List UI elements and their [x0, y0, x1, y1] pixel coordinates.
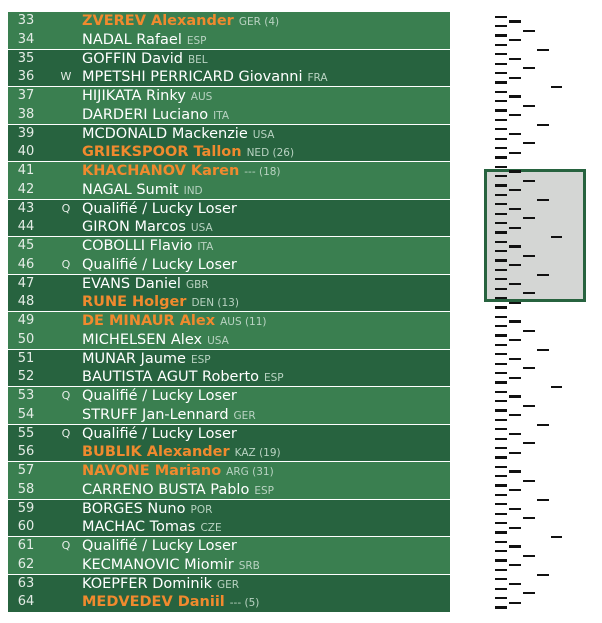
bracket-line [509, 152, 521, 154]
bracket-line [495, 269, 507, 271]
player-name: RUNE Holger [82, 294, 187, 311]
draw-position: 33 [17, 13, 35, 28]
player-row[interactable] [8, 218, 450, 237]
player-nation-seed: GER [233, 409, 256, 422]
draw-position: 38 [17, 106, 35, 122]
bracket-line [537, 424, 549, 426]
player-name-cell [82, 200, 242, 220]
bracket-line [495, 578, 507, 580]
bracket-line [495, 391, 507, 393]
bracket-line [523, 217, 535, 219]
player-name-cell [82, 537, 242, 557]
player-row[interactable] [8, 518, 450, 537]
player-name: Qualifié / Lucky Loser [82, 388, 237, 404]
player-nation-seed: AUS [190, 91, 213, 103]
entry-marker: Q [61, 426, 71, 440]
bracket-line [509, 114, 521, 116]
player-nation-seed: DEN (13) [191, 297, 239, 310]
bracket-line [495, 428, 507, 430]
player-name-cell [82, 125, 275, 145]
bracket-line [495, 588, 507, 590]
player-name-cell [82, 500, 212, 520]
player-row[interactable] [8, 275, 450, 294]
draw-position: 44 [17, 219, 35, 235]
player-name-cell [82, 12, 279, 32]
player-nation-seed: ESP [186, 34, 207, 47]
draw-position: 55 [17, 425, 35, 441]
bracket-line [495, 231, 507, 233]
bracket-line [495, 72, 507, 74]
player-row[interactable] [8, 537, 450, 556]
bracket-line [509, 414, 521, 416]
player-name: ZVEREV Alexander [82, 13, 234, 29]
player-name: MUNAR Jaume [82, 350, 186, 367]
bracket-line [509, 339, 521, 341]
bracket-line [509, 77, 521, 79]
bracket-line [537, 499, 549, 501]
player-name: EVANS Daniel [82, 275, 181, 292]
bracket-line [509, 58, 521, 60]
bracket-line [495, 166, 507, 168]
player-name-cell [82, 237, 213, 257]
player-name: BORGES Nuno [82, 500, 186, 517]
player-nation-seed: SRB [238, 559, 260, 572]
draw-position: 58 [17, 481, 35, 497]
player-nation-seed: ITA [197, 241, 214, 253]
draw-position: 57 [17, 463, 35, 478]
bracket-line [495, 456, 507, 458]
player-row[interactable] [8, 425, 450, 444]
player-name-cell [82, 462, 274, 482]
player-name: CARRENO BUSTA Pablo [82, 481, 250, 498]
player-name: KECMANOVIC Miomir [82, 556, 234, 573]
bracket-line [509, 302, 521, 304]
bracket-line [495, 475, 507, 477]
draw-position: 52 [17, 369, 35, 385]
draw-position: 37 [17, 88, 35, 103]
bracket-line [495, 44, 507, 46]
bracket-line [523, 480, 535, 482]
bracket-line [495, 325, 507, 327]
draw-position: 46 [17, 256, 35, 272]
bracket-line [495, 559, 507, 561]
bracket-line [523, 442, 535, 444]
player-row[interactable] [8, 12, 450, 31]
player-name: STRUFF Jan-Lennard [82, 406, 229, 423]
bracket-line [523, 592, 535, 594]
player-nation-seed: KAZ (19) [234, 447, 281, 460]
bracket-line [495, 259, 507, 261]
bracket-line [495, 81, 507, 83]
player-name: NADAL Rafael [82, 31, 182, 48]
bracket-line [523, 405, 535, 407]
player-row[interactable] [8, 237, 450, 256]
draw-position: 56 [17, 444, 35, 460]
player-name: Qualifié / Lucky Loser [82, 200, 237, 217]
player-nation-seed: AUS (11) [220, 316, 267, 328]
bracket-line [495, 213, 507, 215]
player-name: Qualifié / Lucky Loser [82, 256, 237, 273]
player-row[interactable] [8, 387, 450, 406]
player-name-cell [82, 275, 209, 295]
player-name-cell [82, 50, 208, 70]
bracket-line [537, 574, 549, 576]
draw-position: 45 [17, 238, 35, 253]
bracket-line [495, 550, 507, 552]
bracket-line [495, 522, 507, 524]
player-nation-seed: ITA [213, 109, 230, 122]
player-row[interactable] [8, 143, 450, 162]
bracket-line [495, 109, 507, 111]
bracket-line [509, 452, 521, 454]
player-name: MCDONALD Mackenzie [82, 125, 248, 142]
bracket-line [523, 330, 535, 332]
bracket-line [523, 555, 535, 557]
player-name: DARDERI Luciano [82, 106, 209, 123]
bracket-line [495, 447, 507, 449]
player-name: BUBLIK Alexander [82, 444, 230, 461]
bracket-line [495, 194, 507, 196]
draw-position: 62 [17, 556, 35, 572]
bracket-line [509, 470, 521, 472]
player-nation-seed: ARG (31) [226, 466, 274, 478]
bracket-line [495, 569, 507, 571]
player-name-cell [82, 387, 242, 407]
bracket-line [537, 124, 549, 126]
player-row[interactable] [8, 368, 450, 387]
player-row[interactable] [8, 443, 450, 462]
player-name: HIJIKATA Rinky [82, 88, 186, 104]
entry-marker: Q [61, 201, 71, 215]
player-row[interactable] [8, 331, 450, 350]
player-row[interactable] [8, 556, 450, 575]
player-name: COBOLLI Flavio [82, 238, 193, 254]
draw-table [8, 12, 450, 612]
bracket-line [509, 133, 521, 135]
player-row[interactable] [8, 256, 450, 275]
bracket-line [495, 63, 507, 65]
player-name: NAGAL Sumit [82, 181, 179, 198]
bracket-line [509, 95, 521, 97]
bracket-line [495, 531, 507, 533]
bracket-line [495, 503, 507, 505]
bracket-line [495, 494, 507, 496]
player-row[interactable] [8, 125, 450, 144]
player-name-cell [82, 350, 211, 370]
bracket-line [551, 86, 562, 88]
bracket-line [523, 30, 535, 32]
bracket-line [509, 395, 521, 397]
player-row[interactable] [8, 350, 450, 369]
player-nation-seed: ESP [254, 484, 274, 497]
player-row[interactable] [8, 200, 450, 219]
player-name-cell [82, 87, 212, 107]
bracket-line [551, 386, 562, 388]
bracket-line [495, 541, 507, 543]
bracket-line [495, 334, 507, 336]
bracket-line [495, 25, 507, 27]
player-name: MICHELSEN Alex [82, 331, 203, 348]
draw-position: 40 [17, 144, 35, 160]
draw-position: 61 [17, 538, 35, 553]
bracket-line [509, 208, 521, 210]
draw-position: 64 [17, 594, 35, 610]
bracket-line [495, 306, 507, 308]
player-nation-seed: GBR [185, 278, 209, 291]
player-row[interactable] [8, 31, 450, 50]
bracket-line [495, 119, 507, 121]
bracket-line [509, 227, 521, 229]
bracket-line [551, 236, 562, 238]
bracket-line [509, 545, 521, 547]
player-row[interactable] [8, 575, 450, 594]
bracket-line [509, 527, 521, 529]
bracket-line [509, 489, 521, 491]
player-row[interactable] [8, 181, 450, 200]
bracket-line [495, 597, 507, 599]
bracket-line [509, 433, 521, 435]
player-nation-seed: NED (26) [246, 147, 295, 160]
draw-position: 49 [17, 313, 35, 328]
draw-position: 48 [17, 294, 35, 310]
player-name: GRIEKSPOOR Tallon [82, 144, 242, 161]
bracket-line [495, 147, 507, 149]
player-nation-seed: IND [183, 184, 203, 197]
bracket-line [495, 363, 507, 365]
player-nation-seed: ESP [190, 353, 211, 366]
draw-position: 35 [17, 50, 35, 66]
bracket-line [523, 180, 535, 182]
bracket-line [537, 349, 549, 351]
bracket-line [495, 241, 507, 243]
bracket-line [509, 245, 521, 247]
bracket-line [495, 606, 507, 608]
bracket-line [495, 91, 507, 93]
bracket-line [509, 283, 521, 285]
draw-position: 36 [17, 69, 35, 85]
bracket-line [523, 142, 535, 144]
draw-position: 34 [17, 31, 35, 47]
bracket-line [495, 372, 507, 374]
player-name: GIRON Marcos [82, 219, 186, 236]
bracket-line [495, 53, 507, 55]
player-name: KOEPFER Dominik [82, 575, 213, 592]
player-row[interactable] [8, 312, 450, 331]
bracket-line [495, 34, 507, 36]
player-nation-seed: USA [207, 334, 229, 347]
player-row[interactable] [8, 106, 450, 125]
bracket-line [495, 381, 507, 383]
player-row[interactable] [8, 500, 450, 519]
player-name: Qualifié / Lucky Loser [82, 538, 237, 554]
bracket-line [495, 16, 507, 18]
player-nation-seed: USA [190, 222, 213, 235]
bracket-line [495, 175, 507, 177]
bracket-line [523, 367, 535, 369]
bracket-line [509, 320, 521, 322]
bracket-line [523, 105, 535, 107]
bracket-line [495, 466, 507, 468]
bracket-line [495, 128, 507, 130]
bracket-line [495, 100, 507, 102]
bracket-line [509, 358, 521, 360]
bracket-line [523, 292, 535, 294]
draw-position: 47 [17, 275, 35, 291]
player-nation-seed: BEL [187, 53, 208, 66]
draw-position: 54 [17, 406, 35, 422]
bracket-line [495, 353, 507, 355]
entry-marker: Q [61, 539, 71, 552]
player-name: BAUTISTA AGUT Roberto [82, 369, 259, 386]
bracket-line [551, 536, 562, 538]
bracket-line [495, 138, 507, 140]
draw-position: 42 [17, 181, 35, 197]
player-name-cell [82, 312, 267, 332]
bracket-highlight-box [484, 169, 586, 302]
player-nation-seed: GER [217, 578, 240, 591]
bracket-line [495, 297, 507, 299]
player-row[interactable] [8, 87, 450, 106]
player-nation-seed: ESP [264, 372, 284, 385]
player-row[interactable] [8, 68, 450, 87]
bracket-line [509, 170, 521, 172]
entry-marker: Q [61, 389, 71, 402]
player-name: GOFFIN David [82, 50, 183, 67]
bracket-line [523, 517, 535, 519]
bracket-line [509, 377, 521, 379]
player-name: MPETSHI PERRICARD Giovanni [82, 69, 303, 86]
bracket-line [509, 20, 521, 22]
draw-position: 43 [17, 200, 35, 216]
entry-marker: W [60, 70, 72, 84]
player-nation-seed: FRA [307, 72, 328, 85]
bracket-line [495, 203, 507, 205]
bracket-line [495, 156, 507, 158]
player-row[interactable] [8, 50, 450, 69]
player-name: MACHAC Tomas [82, 519, 196, 536]
bracket-line [495, 438, 507, 440]
bracket-line [495, 484, 507, 486]
bracket-line [495, 409, 507, 411]
bracket-line [509, 583, 521, 585]
bracket-line [509, 602, 521, 604]
bracket-line [537, 274, 549, 276]
bracket-line [495, 288, 507, 290]
player-nation-seed: POR [190, 503, 213, 516]
player-row[interactable] [8, 406, 450, 425]
player-nation-seed: --- (5) [229, 597, 260, 610]
player-name: NAVONE Mariano [82, 463, 222, 479]
player-name-cell [82, 162, 281, 182]
bracket-line [495, 250, 507, 252]
bracket-line [537, 49, 549, 51]
draw-position: 41 [17, 163, 35, 178]
draw-position: 59 [17, 500, 35, 516]
bracket-line [495, 184, 507, 186]
player-row[interactable] [8, 462, 450, 481]
bracket-line [509, 264, 521, 266]
bracket-line [495, 419, 507, 421]
bracket-line [495, 513, 507, 515]
entry-marker: Q [61, 257, 71, 271]
bracket-line [495, 400, 507, 402]
bracket-line [495, 278, 507, 280]
player-nation-seed: CZE [200, 522, 222, 535]
player-nation-seed: GER (4) [238, 16, 280, 28]
player-row[interactable] [8, 481, 450, 500]
bracket-line [509, 508, 521, 510]
bracket-line [495, 344, 507, 346]
player-name: Qualifié / Lucky Loser [82, 425, 237, 442]
draw-position: 51 [17, 350, 35, 366]
draw-position: 60 [17, 519, 35, 535]
bracket-line [509, 189, 521, 191]
bracket-line [537, 199, 549, 201]
player-name-cell [82, 425, 242, 445]
bracket-line [495, 316, 507, 318]
player-name: DE MINAUR Alex [82, 313, 216, 329]
draw-position: 63 [17, 575, 35, 591]
bracket-line [523, 255, 535, 257]
player-row[interactable] [8, 593, 450, 612]
player-name: MEDVEDEV Daniil [82, 594, 225, 611]
player-nation-seed: --- (18) [244, 166, 281, 178]
bracket-line [523, 67, 535, 69]
player-name-cell [82, 593, 259, 613]
player-name-cell [82, 575, 239, 595]
draw-position: 53 [17, 388, 35, 403]
player-row[interactable] [8, 162, 450, 181]
draw-position: 39 [17, 125, 35, 141]
draw-position: 50 [17, 331, 35, 347]
player-row[interactable] [8, 293, 450, 312]
bracket-line [509, 564, 521, 566]
player-name: KHACHANOV Karen [82, 163, 240, 179]
player-nation-seed: USA [252, 128, 275, 141]
bracket-line [509, 39, 521, 41]
bracket-line [495, 222, 507, 224]
